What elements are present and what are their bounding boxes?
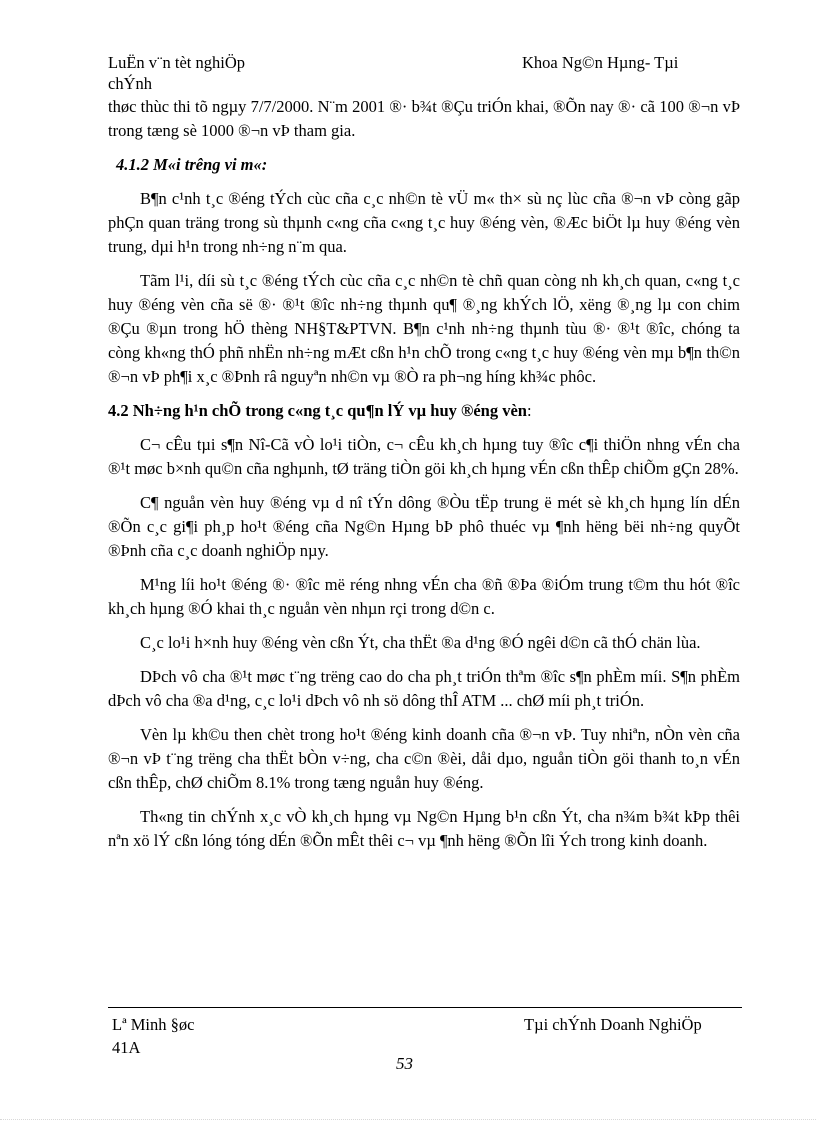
header-title: LuËn v¨n tèt nghiÖp <box>108 53 246 72</box>
paragraph: C¸c lo¹i h×nh huy ®éng vèn cßn Ýt, cha thËt ®a d¹ng ®Ó ngêi d©n cã thÓ chän lùa. <box>140 633 701 652</box>
section-heading-4-2 <box>108 399 740 423</box>
header-title-continued: chÝnh <box>108 74 152 93</box>
footer-subject: Tµi chÝnh Doanh NghiÖp <box>524 1015 702 1034</box>
page-bottom-edge <box>0 1119 816 1120</box>
paragraph: C¶ nguån vèn huy ®éng vµ d nî tÝn dông ®Òu tËp trung ë mét sè kh¸ch hµng lín dÉn ®Õn c¸c gi¶i ph¸p ho¹t ®éng cña Ng©n Hµng bÞ phô thuéc vµ ¶nh hëng bëi nh÷ng quyÕt ®Þnh cña c¸c doanh nghiÖp nµy. <box>108 493 740 560</box>
heading-colon: : <box>526 401 532 420</box>
section-heading-4-2-text: 4.2 Nh÷ng h¹n chÕ trong c«ng t¸c qu¶n lÝ vµ huy ®éng vèn <box>108 401 527 420</box>
footer-divider <box>108 1007 742 1008</box>
header-left <box>108 52 245 94</box>
page-body <box>108 95 740 863</box>
paragraph-continuation: thøc thùc thi tõ ngµy 7/7/2000. N¨m 2001 ®· b¾t ®Çu triÓn khai, ®Õn nay ®· cã 100 ®¬n vÞ trong tæng sè 1000 ®¬n vÞ tham gia. <box>108 97 740 140</box>
author-name: Lª Minh §øc <box>112 1015 195 1034</box>
paragraph: Th«ng tin chÝnh x¸c vÒ kh¸ch hµng vµ Ng©n Hµng b¹n cßn Ýt, cha n¾m b¾t kÞp thêi nªn xö lÝ cßn lóng tóng dÉn ®Õn mÊt thêi c¬ vµ ¶nh hëng ®Õn lîi Ých trong kinh doanh. <box>108 807 740 850</box>
paragraph: M¹ng líi ho¹t ®éng ®· ®îc më réng nhng vÉn cha ®ñ ®Þa ®iÓm trung t©m thu hót ®îc kh¸ch hµng ®Ó khai th¸c nguån vèn nhµn rçi trong d©n c. <box>108 575 740 618</box>
section-heading-4-1-2: 4.1.2 M«i trêng vi m«: <box>116 155 268 174</box>
page-number: 53 <box>396 1054 413 1073</box>
paragraph: DÞch vô cha ®¹t møc t¨ng trëng cao do cha ph¸t triÓn thªm ®îc s¶n phÈm míi. S¶n phÈm dÞch vô cha ®a d¹ng, c¸c lo¹i dÞch vô nh sö dông thÎ ATM ... chØ míi ph¸t triÓn. <box>108 667 740 710</box>
author-class: 41A <box>112 1038 141 1057</box>
footer-author <box>112 1013 194 1059</box>
paragraph: Vèn lµ kh©u then chèt trong ho¹t ®éng kinh doanh cña ®¬n vÞ. Tuy nhiªn, nÒn vèn cña ®¬n vÞ t¨ng trëng cha thËt bÒn v÷ng, cha c©n ®èi, dåi dµo, nguån tiÒn göi thanh to¸n vÉn cßn thÊp, chØ chiÕm 8.1% trong tæng nguån huy ®éng. <box>108 725 740 792</box>
paragraph: Tãm l¹i, díi sù t¸c ®éng tÝch cùc cña c¸c nh©n tè chñ quan còng nh kh¸ch quan, c«ng t¸c huy ®éng vèn cña së ®· ®¹t ®îc nh÷ng thµnh qu¶ ®¸ng khÝch lÖ, xëng ®¸ng lµ con chim ®Çu ®µn trong hÖ thèng NH§T&PTVN. B¶n c¹nh nh÷ng thµnh tùu ®· ®¹t ®îc, chóng ta còng kh«ng thÓ phñ nhËn nh÷ng mÆt cßn h¹n chÕ trong c«ng t¸c huy ®éng vèn mµ b¶n th©n ®¬n vÞ ph¶i x¸c ®Þnh râ nguyªn nh©n vµ ®Ò ra ph¬ng híng kh¾c phôc. <box>108 271 740 386</box>
paragraph: B¶n c¹nh t¸c ®éng tÝch cùc cña c¸c nh©n tè vÜ m« th× sù nç lùc cña ®¬n vÞ còng gãp phÇn quan träng trong sù thµnh c«ng cña c«ng t¸c huy ®éng vèn, ®Æc biÖt lµ huy ®éng vèn trung, dµi h¹n trong nh÷ng n¨m qua. <box>108 189 740 256</box>
paragraph: C¬ cÊu tµi s¶n Nî-Cã vÒ lo¹i tiÒn, c¬ cÊu kh¸ch hµng tuy ®îc c¶i thiÖn nhng vÉn cha ®¹t møc b×nh qu©n cña nghµnh, tØ träng tiÒn göi kh¸ch hµng vÉn cßn thÊp chiÕm gÇn 28%. <box>108 435 740 478</box>
header-department: Khoa Ng©n Hµng- Tµi <box>522 53 679 72</box>
